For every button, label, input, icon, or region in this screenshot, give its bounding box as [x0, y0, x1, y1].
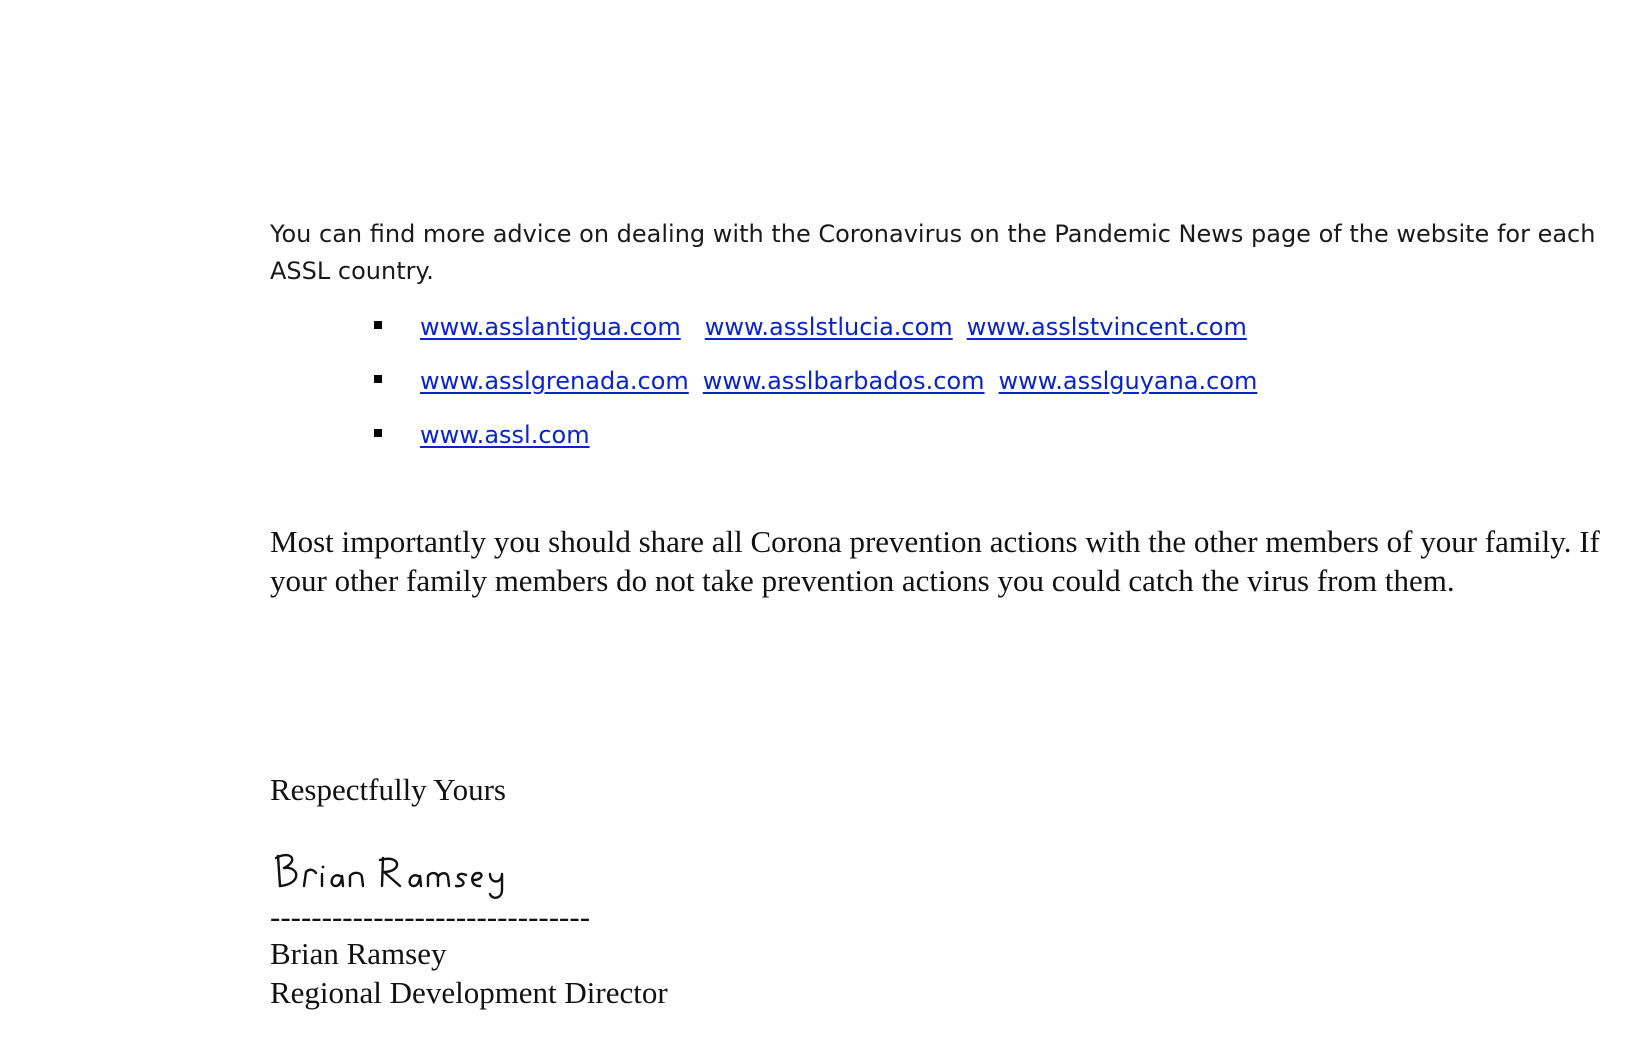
link-stlucia[interactable]: www.asslstlucia.com [704, 313, 953, 341]
square-bullet-icon [374, 321, 382, 329]
square-bullet-icon [374, 429, 382, 437]
link-grenada[interactable]: www.asslgrenada.com [420, 367, 689, 395]
link-row-3 [420, 413, 590, 457]
signer-title: Regional Development Director [270, 975, 668, 1010]
signer-name: Brian Ramsey [270, 936, 447, 971]
link-barbados[interactable]: www.asslbarbados.com [702, 367, 985, 395]
link-antigua[interactable]: www.asslantigua.com [420, 313, 681, 341]
handwritten-signature [270, 846, 530, 902]
body-paragraph: Most importantly you should share all Corona prevention actions with the other members of your family. If your other family members do not take prevention actions you could catch the virus from them. [270, 524, 1600, 598]
link-stvincent[interactable]: www.asslstvincent.com [966, 313, 1247, 341]
intro-paragraph: You can find more advice on dealing with the Coronavirus on the Pandemic News page of the website for each ASSL country. [270, 220, 1596, 285]
link-row-2 [420, 359, 1257, 403]
closing-salutation: Respectfully Yours [270, 772, 506, 807]
link-guyana[interactable]: www.asslguyana.com [998, 367, 1258, 395]
link-row-1 [420, 305, 1247, 349]
link-assl[interactable]: www.assl.com [420, 421, 590, 449]
signature-line: ------------------------------- [270, 899, 591, 934]
square-bullet-icon [374, 375, 382, 383]
